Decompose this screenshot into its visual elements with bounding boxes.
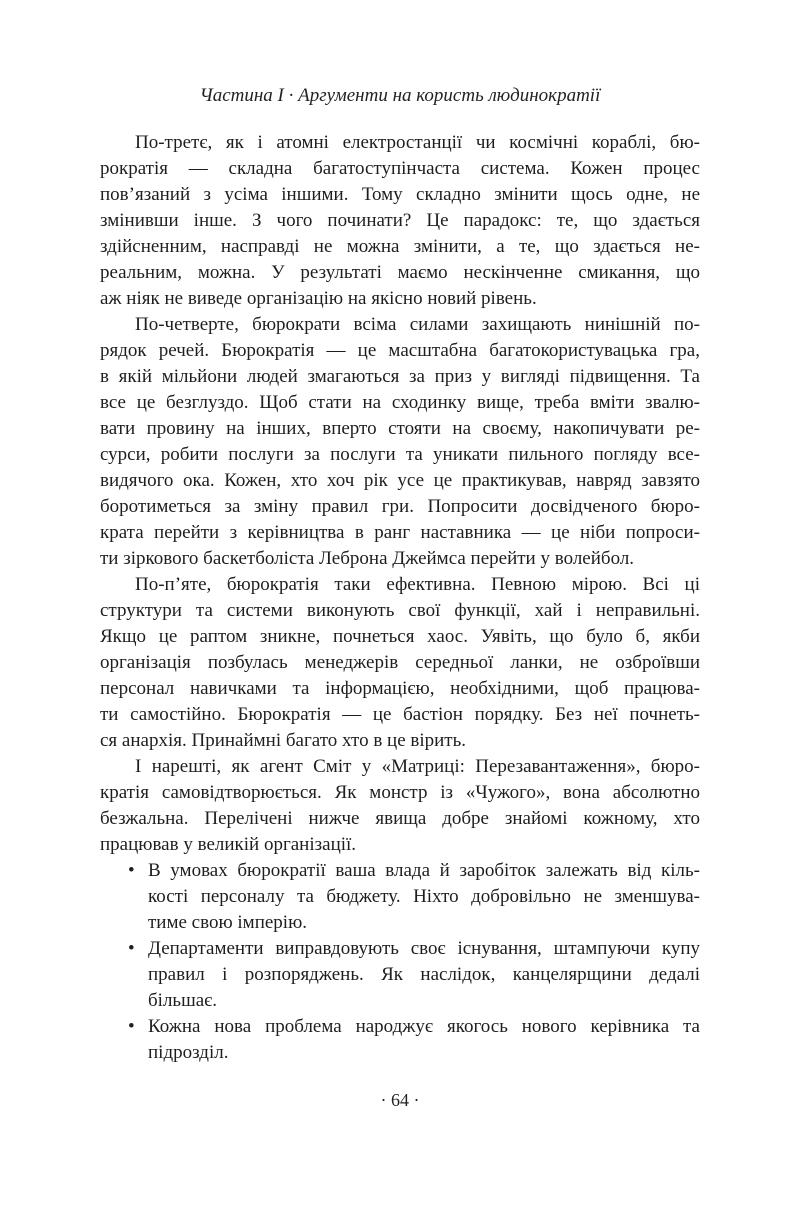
- text-line: • В умовах бюрократії ваша влада й заробіток залежать від кіль-: [148, 858, 700, 884]
- text-line: ти зіркового баскетболіста Леброна Джеймса перейти у волейбол.: [100, 548, 635, 569]
- text-line: сурси, робити послуги за послуги та уникати пильного погляду все-: [100, 444, 700, 465]
- text-line: пов’язаний з усіма іншими. Тому складно змінити щось одне, не: [100, 184, 700, 205]
- text-line: працював у великій організації.: [100, 834, 357, 855]
- text-line: в якій мільйони людей змагаються за приз у вигляді підвищення. Та: [100, 366, 700, 387]
- bullet-item: [100, 858, 700, 936]
- text-line: структури та системи виконують свої функції, хай і неправильні.: [100, 600, 700, 621]
- text-line: рядок речей. Бюрократія — це масштабна багатокористувацька гра,: [100, 340, 700, 361]
- bullet-marker: •: [128, 938, 135, 959]
- text-line: безжальна. Перелічені нижче явища добре знайомі кожному, хто: [100, 808, 700, 829]
- text-line: ся анархія. Принаймні багато хто в це вірить.: [100, 730, 467, 751]
- page-body: [100, 130, 700, 1066]
- bullet-item: [100, 1014, 700, 1066]
- bullet-marker: •: [128, 1016, 135, 1037]
- text-line: крата перейти з керівництва в ранг наставника — це ніби попроси-: [100, 522, 700, 543]
- text-line: організація позбулась менеджерів середньої ланки, не озброївши: [100, 652, 700, 673]
- text-line: реальним, можна. У результаті маємо нескінченне смикання, що: [100, 262, 700, 283]
- text-line: боротиметься за зміну правил гри. Попросити досвідченого бюро-: [100, 496, 700, 517]
- running-header: Частина І · Аргументи на користь людинократії: [199, 85, 601, 106]
- text-line: кості персоналу та бюджету. Ніхто добровільно не зменшува-: [148, 886, 700, 907]
- text-line: По-п’яте, бюрократія таки ефективна. Певною мірою. Всі ці: [135, 574, 700, 595]
- page-number: · 64 ·: [380, 1090, 420, 1110]
- paragraph: [100, 572, 700, 754]
- text-line: видячого ока. Кожен, хто хоч рік усе це практикував, навряд завзято: [100, 470, 700, 491]
- text-line: більшає.: [148, 990, 218, 1011]
- paragraph: [100, 130, 700, 312]
- text-line: ти самостійно. Бюрократія — це бастіон порядку. Без неї почнеть-: [100, 704, 700, 725]
- paragraph: [100, 312, 700, 572]
- text-line: вати провину на інших, вперто стояти на своєму, накопичувати ре-: [100, 418, 700, 439]
- text-line: аж ніяк не виведе організацію на якісно новий рівень.: [100, 288, 537, 309]
- text-line: Якщо це раптом зникне, почнеться хаос. Уявіть, що було б, якби: [100, 626, 700, 647]
- text-line: персонал навичками та інформацією, необхідними, щоб працюва-: [100, 678, 700, 699]
- text-line: здійсненним, насправді не можна змінити, а те, що здається не-: [100, 236, 700, 257]
- text-line: рократія — складна багатоступінчаста система. Кожен процес: [100, 158, 700, 179]
- text-line: все це безглуздо. Щоб стати на сходинку вище, треба вміти звалю-: [100, 392, 700, 413]
- text-line: • Департаменти виправдовують своє існування, штампуючи купу: [148, 936, 700, 962]
- text-line: І нарешті, як агент Сміт у «Матриці: Перезавантаження», бюро-: [135, 756, 700, 777]
- text-line: змінивши інше. З чого починати? Це парадокс: те, що здається: [100, 210, 700, 231]
- bullet-marker: •: [128, 860, 135, 881]
- text-line: підрозділ.: [148, 1042, 229, 1063]
- text-line: По-четверте, бюрократи всіма силами захищають нинішній по-: [135, 314, 700, 335]
- text-line: правил і розпоряджень. Як наслідок, канцелярщини дедалі: [148, 964, 700, 985]
- text-line: тиме свою імперію.: [148, 912, 308, 933]
- text-line: По-третє, як і атомні електростанції чи космічні кораблі, бю-: [135, 132, 700, 153]
- text-line: • Кожна нова проблема народжує якогось нового керівника та: [148, 1014, 700, 1040]
- bullet-item: [100, 936, 700, 1014]
- text-line: кратія самовідтворюється. Як монстр із «Чужого», вона абсолютно: [100, 782, 700, 803]
- paragraph: [100, 754, 700, 858]
